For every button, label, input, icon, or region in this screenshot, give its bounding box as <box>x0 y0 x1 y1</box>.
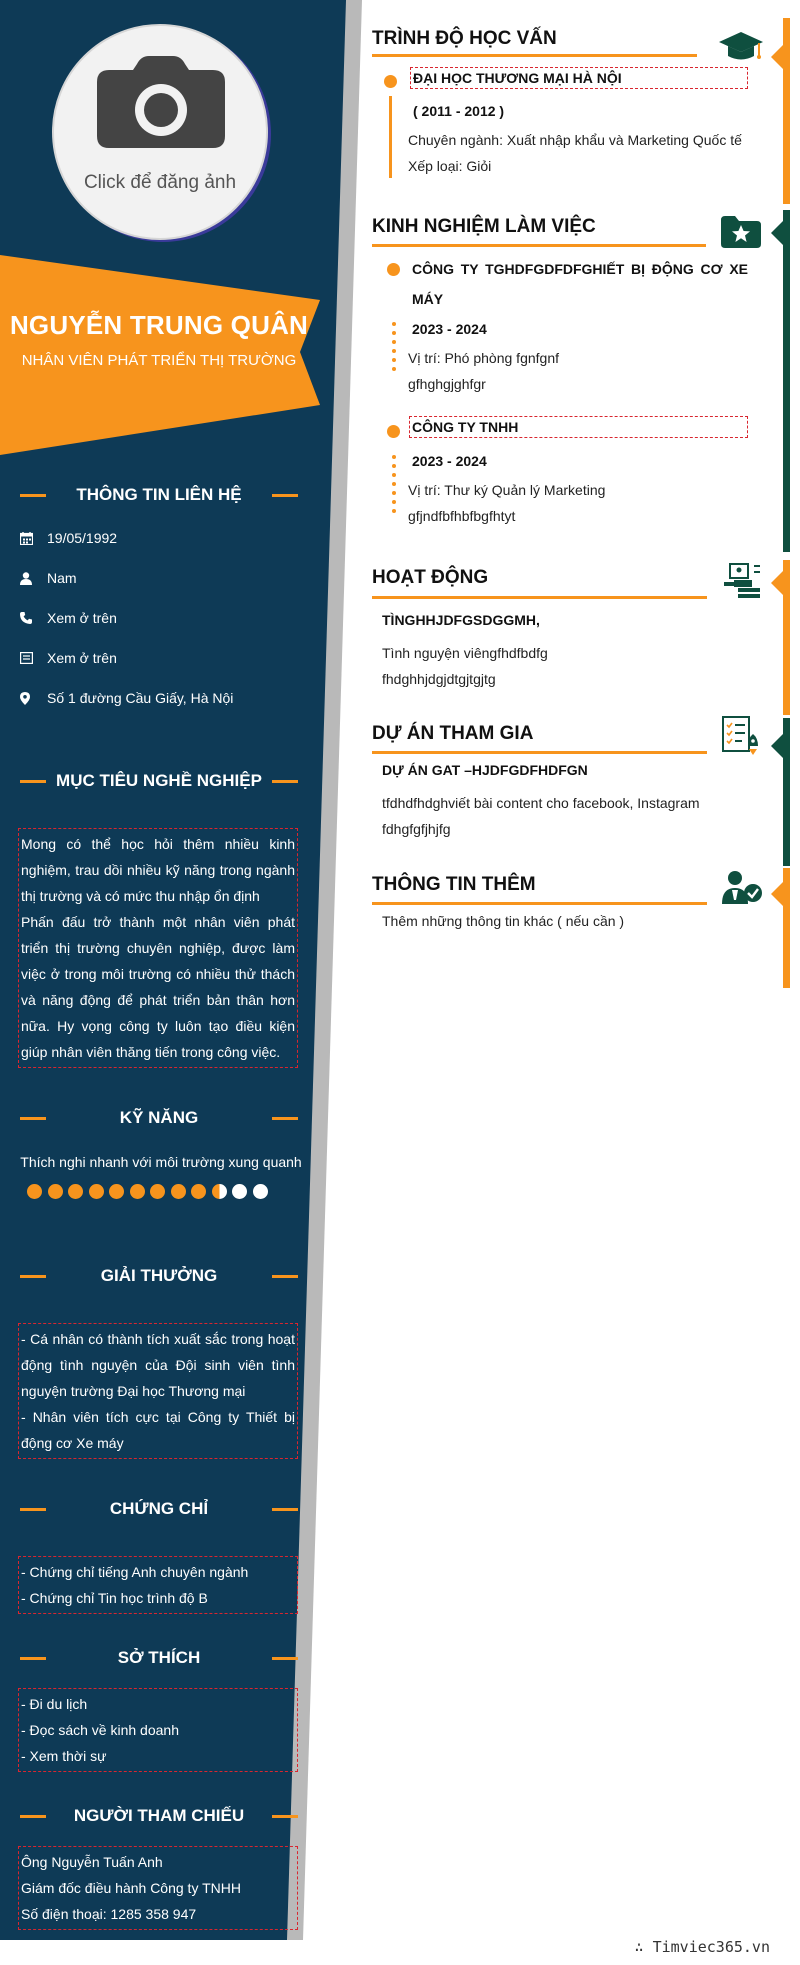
job-2-role: Vị trí: Thư ký Quản lý Marketing <box>408 482 606 498</box>
contact-phone: Xem ở trên <box>20 598 300 638</box>
footer-brand[interactable]: ∴ Timviec365.vn <box>634 1938 770 1956</box>
activity-line-2: fhdghhjdgjdtgjtgjtg <box>382 671 496 687</box>
award-line-1: - Cá nhân có thành tích xuất sắc trong hoạt động tình nguyện của Đội sinh viên tình nguyện trường Đại học Thương mại <box>21 1331 295 1399</box>
activity-line-1: Tình nguyện viêngfhdfbdfg <box>382 645 548 661</box>
job-1-bullet <box>387 263 400 276</box>
job-2-description: gfjndfbfhbfbgfhtyt <box>408 508 516 524</box>
activities-underline <box>372 596 707 599</box>
contact-gender: Nam <box>20 558 300 598</box>
job-1-period: 2023 - 2024 <box>412 321 487 337</box>
skills-section-title: KỸ NĂNG <box>20 1106 298 1130</box>
reference-line-1: Ông Nguyễn Tuấn Anh <box>21 1854 163 1870</box>
reference-line-2: Giám đốc điều hành Công ty TNHH <box>21 1880 241 1896</box>
education-bullet <box>384 75 397 88</box>
hobby-line-1: - Đi du lịch <box>21 1696 88 1712</box>
avatar-upload-label: Click để đăng ảnh <box>83 172 237 193</box>
edge-marker-education <box>771 45 783 69</box>
objective-text-2: Phấn đấu trở thành một nhân viên phát triển thị trường chuyên nghiệp, được làm việc ở trong môi trường có nhiều thử thách và năng động để phát triển bản thân hơn nữa. Hy vọng công ty luôn tạo điều kiện giúp nhân viên thăng tiến trong công việc. <box>21 914 295 1060</box>
graduation-cap-icon <box>719 32 763 62</box>
hobby-line-3: - Xem thời sự <box>21 1748 107 1764</box>
project-name: DỰ ÁN GAT –HJDFGDFHDFGN <box>382 762 588 778</box>
job-2-timeline <box>392 455 397 518</box>
extra-underline <box>372 902 707 905</box>
reference-line-3: Số điện thoại: 1285 358 947 <box>21 1906 197 1922</box>
full-name: NGUYỄN TRUNG QUÂN <box>9 310 309 340</box>
contact-birthday: 19/05/1992 <box>20 518 300 558</box>
contact-email: Xem ở trên <box>20 638 300 678</box>
edge-bar-extra <box>783 868 790 988</box>
objective-section-title: MỤC TIÊU NGHỀ NGHIỆP <box>20 769 298 793</box>
job-1-role: Vị trí: Phó phòng fgnfgnf <box>408 350 559 366</box>
skill-name: Thích nghi nhanh với môi trường xung quanh <box>20 1154 302 1170</box>
objective-text-1: Mong có thể học hỏi thêm nhiều kinh nghiệm, trau dồi nhiều kỹ năng trong ngành thị trường và có mức thu nhập ổn định <box>21 836 295 904</box>
user-check-icon <box>722 870 762 906</box>
contact-section-title: THÔNG TIN LIÊN HỆ <box>20 483 298 507</box>
certificate-line-1: - Chứng chỉ tiếng Anh chuyên ngành <box>21 1564 249 1580</box>
school-name[interactable]: ĐẠI HỌC THƯƠNG MẠI HÀ NỘI <box>410 67 748 89</box>
award-line-2: - Nhân viên tích cực tại Công ty Thiết bị động cơ Xe máy <box>21 1409 295 1451</box>
certificate-line-2: - Chứng chỉ Tin học trình độ B <box>21 1590 208 1606</box>
projects-underline <box>372 751 707 754</box>
edge-bar-experience <box>783 210 790 552</box>
reference-section-title: NGƯỜI THAM CHIẾU <box>20 1804 298 1828</box>
job-1-description: gfhghgjghfgr <box>408 376 486 392</box>
project-checklist-icon <box>722 716 762 756</box>
activities-section-title: HOẠT ĐỘNG <box>372 567 489 588</box>
education-major: Chuyên ngành: Xuất nhập khẩu và Marketing Quốc tế <box>408 132 742 148</box>
project-line-2: fdhgfgfjhjfg <box>382 821 451 837</box>
hobbies-section-title: SỞ THÍCH <box>20 1646 298 1670</box>
edge-bar-activities <box>783 560 790 715</box>
job-1-company-line-2: MÁY <box>412 291 444 307</box>
certificates-section-title: CHỨNG CHỈ <box>20 1497 298 1521</box>
extra-text: Thêm những thông tin khác ( nếu cần ) <box>382 913 625 929</box>
edge-marker-extra <box>771 882 783 906</box>
hobby-line-2: - Đọc sách về kinh doanh <box>21 1722 179 1738</box>
extra-section-title: THÔNG TIN THÊM <box>372 874 536 895</box>
activity-icon <box>724 562 762 600</box>
education-grade: Xếp loại: Giỏi <box>408 158 492 174</box>
awards-section-title: GIẢI THƯỞNG <box>20 1264 298 1288</box>
edge-marker-experience <box>771 221 783 245</box>
education-timeline <box>389 96 392 178</box>
job-1-timeline <box>392 322 397 376</box>
project-line-1: tfdhdfhdghviết bài content cho facebook, Instagram <box>382 795 700 811</box>
activity-name: TÌNGHHJDFGSDGGMH, <box>382 612 540 628</box>
experience-section-title: KINH NGHIỆM LÀM VIỆC <box>372 216 596 237</box>
edge-bar-education <box>783 18 790 204</box>
education-period: ( 2011 - 2012 ) <box>413 103 505 119</box>
folder-star-icon <box>721 216 761 248</box>
projects-section-title: DỰ ÁN THAM GIA <box>372 723 534 744</box>
experience-underline <box>372 244 706 247</box>
edge-marker-projects <box>771 734 783 758</box>
job-2-bullet <box>387 425 400 438</box>
education-underline <box>372 54 697 57</box>
education-section-title: TRÌNH ĐỘ HỌC VẤN <box>372 28 557 49</box>
edge-marker-activities <box>771 571 783 595</box>
job-2-period: 2023 - 2024 <box>412 453 487 469</box>
edge-bar-projects <box>783 718 790 866</box>
job-position: NHÂN VIÊN PHÁT TRIỂN THỊ TRƯỜNG <box>21 352 297 369</box>
contact-address: Số 1 đường Cầu Giấy, Hà Nội <box>20 678 300 718</box>
job-1-company-line-1: CÔNG TY TGHDFGDFDFGHIẾT BỊ ĐỘNG CƠ XE <box>412 261 748 277</box>
job-2-company[interactable]: CÔNG TY TNHH <box>409 416 748 438</box>
